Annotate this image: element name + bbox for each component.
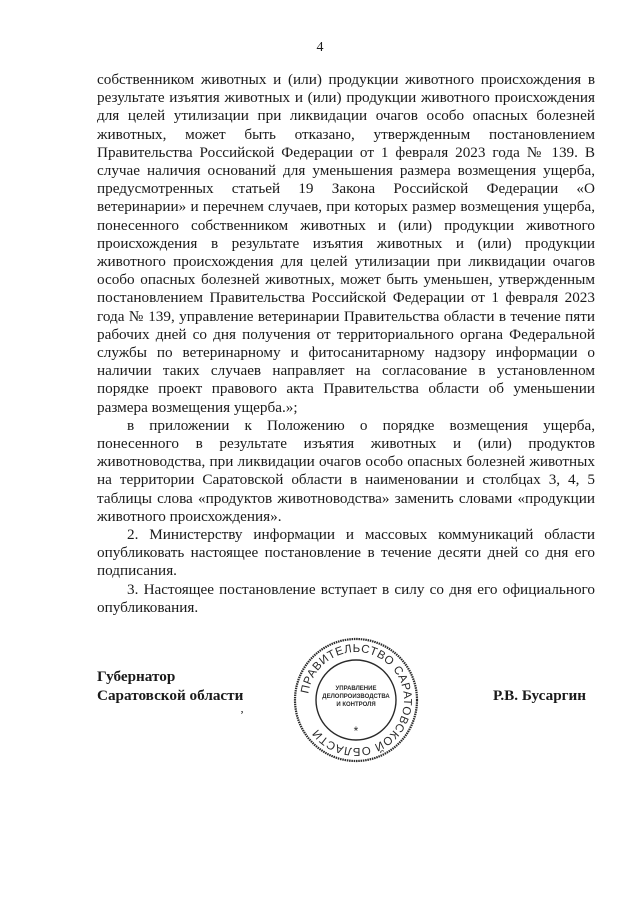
stamp-inner-line1: УПРАВЛЕНИЕ [335,686,377,692]
stamp-inner-line2: ДЕЛОПРОИЗВОДСТВА [322,694,390,700]
paragraph-continuation: собственником животных и (или) продукции животного происхождения в результате изъятия животных и (или) продукции животного происхождения для целей утилизации при ликвидации очагов особо опасных болезней животных, может быть отказано, утвержденным постановлением Правительства Российской Федерации от 1 февраля 2023 года № 139. В случае наличия оснований для уменьшения размера возмещения ущерба, предусмотренных статьей 19 Закона Российской Федерации «О ветеринарии» и перечнем случаев, при которых размер возмещения ущерба, понесенного собственником животных и (или) продукции животного происхождения в результате изъятия животных и (или) продукции животного происхождения для целей утилизации при ликвидации очагов особо опасных болезней животных, может быть уменьшен, утвержденным постановлением Правительства Российской Федерации от 1 февраля 2023 года № 139, управление ветеринарии Правительства области в течение пяти рабочих дней со дня получения от территориального органа Федеральной службы по ветеринарному и фитосанитарному надзору информации о наличии таких случаев направляет на согласование в установленном порядке проект правового акта Правительства области об уменьшении размера возмещения ущерба.»; [97,71,595,416]
paragraph-item-3: 3. Настоящее постановление вступает в силу со дня его официального опубликования. [97,580,595,616]
signature-title-line2: Саратовской области [97,687,244,704]
stamp-inner-line3: И КОНТРОЛЯ [336,702,376,708]
page-number: 4 [316,40,324,55]
stamp-outer-ring [295,639,417,761]
paragraph-appendix-amendment: в приложении к Положению о порядке возмещения ущерба, понесенного в результате изъятия животных и (или) продуктов животноводства, при ликвидации очагов особо опасных болезней животных на территории Саратовской области в наименовании и столбцах 3, 4, 5 таблицы слова «продуктов животноводства» заменить словами «продукции животного происхождения». [97,416,595,525]
signature-title-line1: Губернатор [97,668,176,685]
signatory-name: Р.В. Бусаргин [493,687,587,704]
document-body [97,71,595,617]
paragraph-item-2: 2. Министерству информации и массовых коммуникаций области опубликовать настоящее постановление в течение десяти дней со дня его подписания. [97,526,595,580]
official-stamp [293,637,419,763]
signature-title [97,667,243,705]
stamp-star-icon: * [353,724,359,738]
stamp-outer-text: ПРАВИТЕЛЬСТВО САРАТОВСКОЙ ОБЛАСТИ [299,642,414,758]
handwritten-mark: ʼ [240,708,244,722]
